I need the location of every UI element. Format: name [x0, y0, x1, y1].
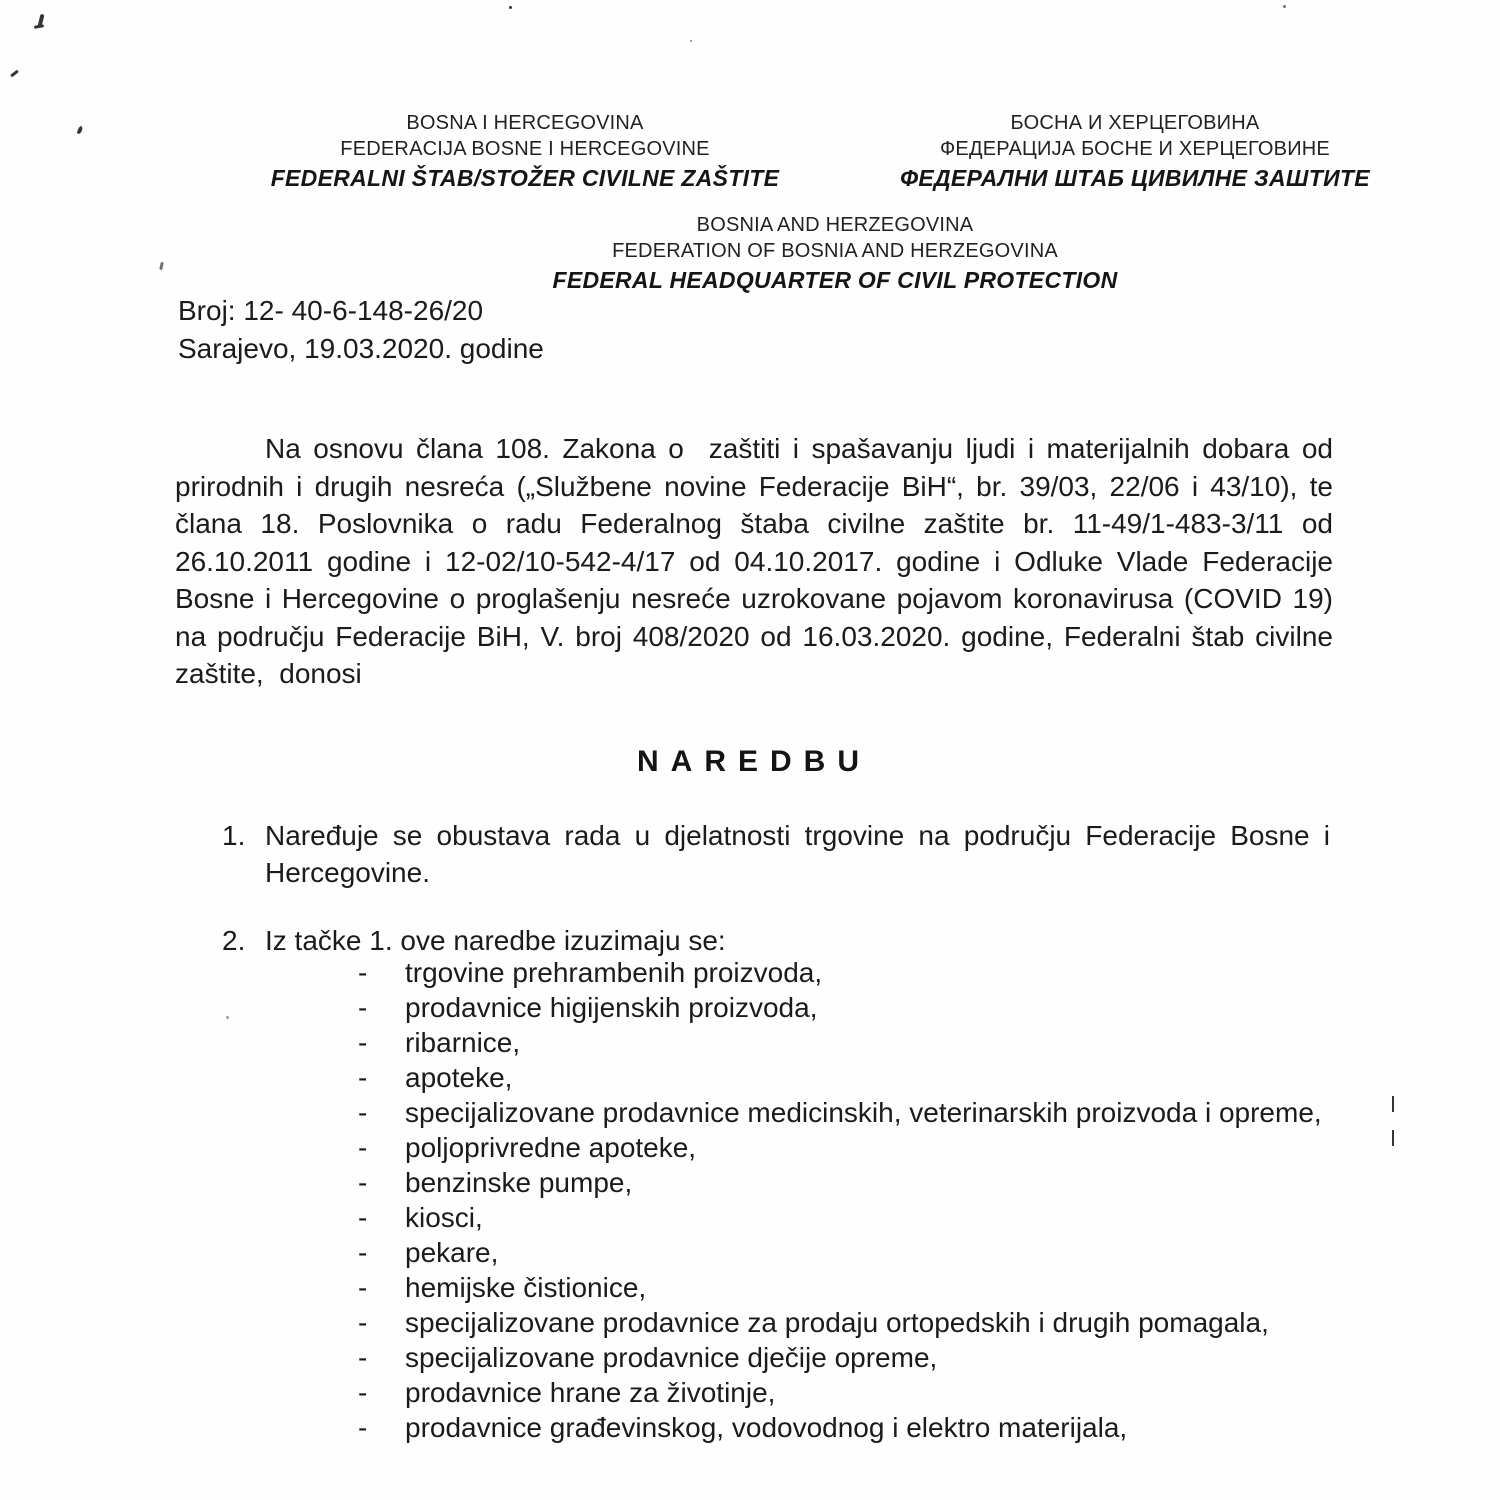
scan-artifact [10, 70, 19, 78]
reference-number: Broj: 12- 40-6-148-26/20 [178, 295, 484, 326]
dash-marker: - [358, 1237, 368, 1268]
letterhead-bosnian-latin [235, 110, 815, 193]
item-text: Iz tačke 1. ove naredbe izuzimaju se: [265, 925, 726, 956]
letterhead-federation-english: FEDERATION OF BOSNIA AND HERZEGOVINA [612, 240, 1058, 262]
dash-marker: - [358, 1342, 368, 1373]
scan-artifact [509, 6, 512, 9]
order-title: NAREDBU [637, 745, 871, 778]
exemption-text: prodavnice higijenskih proizvoda, [405, 992, 818, 1023]
scan-artifact [1392, 1130, 1394, 1146]
exemption-item [358, 1340, 1330, 1375]
exemption-text: apoteke, [405, 1062, 513, 1093]
exemption-text: pekare, [405, 1237, 499, 1268]
scan-artifact [1283, 5, 1286, 8]
reference-date: Sarajevo, 19.03.2020. godine [178, 333, 544, 364]
exemption-text: ribarnice, [405, 1027, 521, 1058]
letterhead-federation-cyrillic: ФЕДЕРАЦИЈА БОСНЕ И ХЕРЦЕГОВИНЕ [940, 138, 1330, 160]
exemption-item [358, 1375, 1330, 1410]
order-item-1 [222, 817, 1330, 891]
scan-artifact [77, 126, 83, 135]
letterhead-english [460, 212, 1210, 295]
exemption-text: prodavnice hrane za životinje, [405, 1377, 776, 1408]
exemption-list [358, 955, 1330, 1445]
letterhead-org-cyrillic: ФЕДЕРАЛНИ ШТАБ ЦИВИЛНЕ ЗАШТИТЕ [900, 165, 1370, 191]
exemption-item [358, 1305, 1330, 1340]
dash-marker: - [358, 957, 368, 988]
preamble-paragraph: Na osnovu člana 108. Zakona o zaštiti i spašavanju ljudi i materijalnih dobara od prirodnih i drugih nesreća („Službene novine Federacije BiH“, br. 39/03, 22/06 i 43/10), te člana 18. Poslovnika o radu Federalnog štaba civilne zaštite br. 11-49/1-483-3/11 od 26.10.2011 godine i 12-02/10-542-4/17 od 04.10.2017. godine i Odluke Vlade Federacije Bosne i Hercegovine o proglašenju nesreće uzrokovane pojavom koronavirusa (COVID 19) na području Federacije BiH, V. broj 408/2020 od 16.03.2020. godine, Federalni štab civilne zaštite, donosi [175, 433, 1341, 689]
order-item-2 [222, 922, 1330, 959]
exemption-item [358, 1165, 1330, 1200]
scan-artifact [159, 262, 164, 270]
letterhead-federation-latin: FEDERACIJA BOSNE I HERCEGOVINE [340, 138, 710, 160]
exemption-item [358, 1410, 1330, 1445]
item-number: 2. [222, 925, 246, 956]
letterhead-cyrillic [880, 110, 1390, 193]
exemption-item [358, 1200, 1330, 1235]
letterhead-country-english: BOSNIA AND HERZEGOVINA [696, 214, 974, 236]
exemption-item [358, 955, 1330, 990]
letterhead-org-english: FEDERAL HEADQUARTER OF CIVIL PROTECTION [552, 267, 1118, 293]
dash-marker: - [358, 1062, 368, 1093]
exemption-text: specijalizovane prodavnice medicinskih, veterinarskih proizvoda i opreme, [405, 1097, 1322, 1128]
dash-marker: - [358, 1202, 368, 1233]
exemption-text: prodavnice građevinskog, vodovodnog i elektro materijala, [405, 1412, 1128, 1443]
exemption-text: kiosci, [405, 1202, 483, 1233]
dash-marker: - [358, 1167, 368, 1198]
item-text: Naređuje se obustava rada u djelatnosti trgovine na području Federacije Bosne i Hercegovine. [265, 820, 1330, 888]
dash-marker: - [358, 1377, 368, 1408]
dash-marker: - [358, 1097, 368, 1128]
exemption-text: poljoprivredne apoteke, [405, 1132, 697, 1163]
dash-marker: - [358, 1132, 368, 1163]
item-number: 1. [222, 820, 246, 851]
exemption-text: benzinske pumpe, [405, 1167, 633, 1198]
exemption-item [358, 1235, 1330, 1270]
scan-artifact [690, 40, 692, 42]
exemption-text: hemijske čistionice, [405, 1272, 647, 1303]
dash-marker: - [358, 1272, 368, 1303]
reference-block [178, 292, 544, 368]
dash-marker: - [358, 1027, 368, 1058]
exemption-item [358, 990, 1330, 1025]
exemption-text: specijalizovane prodavnice dječije opreme, [405, 1342, 938, 1373]
exemption-item [358, 1025, 1330, 1060]
exemption-text: trgovine prehrambenih proizvoda, [405, 957, 823, 988]
exemption-item [358, 1060, 1330, 1095]
exemption-item [358, 1270, 1330, 1305]
letterhead-country-latin: BOSNA I HERCEGOVINA [406, 112, 644, 134]
dash-marker: - [358, 992, 368, 1023]
exemption-text: specijalizovane prodavnice za prodaju ortopedskih i drugih pomagala, [405, 1307, 1269, 1338]
letterhead-country-cyrillic: БОСНА И ХЕРЦЕГОВИНА [1010, 112, 1260, 134]
scan-artifact [34, 24, 44, 29]
exemption-item [358, 1095, 1330, 1130]
dash-marker: - [358, 1412, 368, 1443]
scan-artifact [1392, 1096, 1394, 1112]
dash-marker: - [358, 1307, 368, 1338]
letterhead-org-latin: FEDERALNI ŠTAB/STOŽER CIVILNE ZAŠTITE [270, 165, 780, 191]
scan-artifact [226, 1016, 229, 1019]
exemption-item [358, 1130, 1330, 1165]
